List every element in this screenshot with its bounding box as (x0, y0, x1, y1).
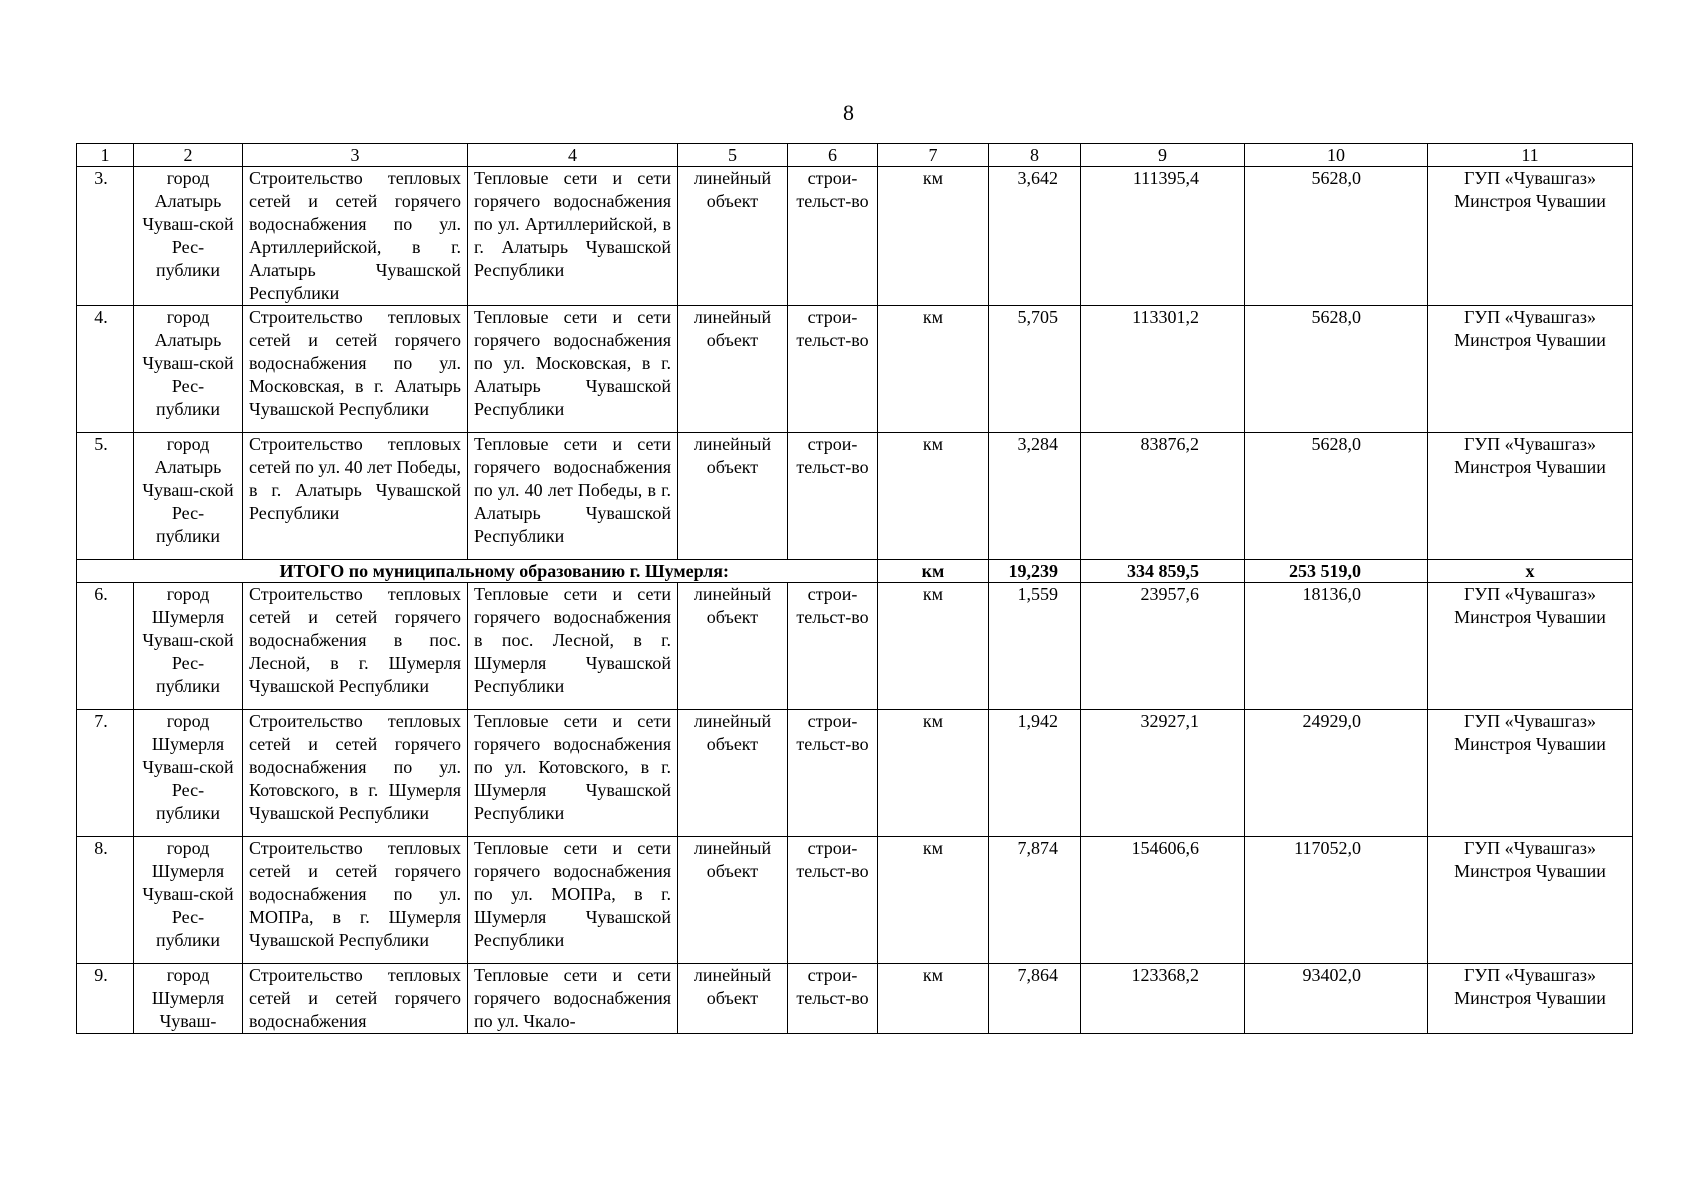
quantity-cell: 5,705 (989, 306, 1081, 433)
quantity-cell: 7,864 (989, 964, 1081, 1034)
cost-cell: 23957,6 (1081, 583, 1245, 710)
table-row (77, 837, 1633, 964)
amount-cell: 5628,0 (1245, 306, 1428, 433)
col-header: 4 (468, 144, 678, 167)
unit-cell: км (878, 710, 989, 837)
organization-cell: ГУП «Чувашгаз» Минстроя Чувашии (1428, 583, 1633, 710)
project-name-cell: Строительство тепловых сетей и сетей горячего водоснабжения в пос. Лесной, в г. Шумерля Чувашской Республики (243, 583, 468, 710)
object-cell: Тепловые сети и сети горячего водоснабжения по ул. 40 лет Победы, в г. Алатырь Чувашской Республики (468, 433, 678, 560)
amount-cell: 5628,0 (1245, 167, 1428, 306)
total-unit: км (878, 560, 989, 583)
page-number: 8 (843, 100, 854, 125)
cost-cell: 113301,2 (1081, 306, 1245, 433)
row-number: 6. (77, 583, 134, 710)
row-number: 8. (77, 837, 134, 964)
quantity-cell: 3,642 (989, 167, 1081, 306)
col-header: 9 (1081, 144, 1245, 167)
col-header: 8 (989, 144, 1081, 167)
object-type-cell: линейный объект (678, 433, 788, 560)
col-header: 5 (678, 144, 788, 167)
amount-cell: 18136,0 (1245, 583, 1428, 710)
total-cost: 334 859,5 (1081, 560, 1245, 583)
object-cell: Тепловые сети и сети горячего водоснабжения по ул. Котовского, в г. Шумерля Чувашской Республики (468, 710, 678, 837)
amount-cell: 93402,0 (1245, 964, 1428, 1034)
total-quantity: 19,239 (989, 560, 1081, 583)
total-amount: 253 519,0 (1245, 560, 1428, 583)
territory-cell: город Алатырь Чуваш-ской Рес-публики (134, 433, 243, 560)
unit-cell: км (878, 433, 989, 560)
table-row (77, 710, 1633, 837)
cost-cell: 83876,2 (1081, 433, 1245, 560)
cost-cell: 32927,1 (1081, 710, 1245, 837)
unit-cell: км (878, 306, 989, 433)
col-header: 7 (878, 144, 989, 167)
col-header: 1 (77, 144, 134, 167)
object-type-cell: линейный объект (678, 710, 788, 837)
column-number-row (77, 144, 1633, 167)
quantity-cell: 1,559 (989, 583, 1081, 710)
quantity-cell: 3,284 (989, 433, 1081, 560)
col-header: 10 (1245, 144, 1428, 167)
organization-cell: ГУП «Чувашгаз» Минстроя Чувашии (1428, 710, 1633, 837)
object-type-cell: линейный объект (678, 167, 788, 306)
cost-cell: 123368,2 (1081, 964, 1245, 1034)
cost-cell: 154606,6 (1081, 837, 1245, 964)
col-header: 11 (1428, 144, 1633, 167)
total-blank (77, 560, 134, 583)
work-kind-cell: строи-тельст-во (788, 710, 878, 837)
organization-cell: ГУП «Чувашгаз» Минстроя Чувашии (1428, 837, 1633, 964)
col-header: 3 (243, 144, 468, 167)
work-kind-cell: строи-тельст-во (788, 837, 878, 964)
row-number: 9. (77, 964, 134, 1034)
unit-cell: км (878, 167, 989, 306)
object-cell: Тепловые сети и сети горячего водоснабжения по ул. Московская, в г. Алатырь Чувашской Республики (468, 306, 678, 433)
project-name-cell: Строительство тепловых сетей и сетей горячего водоснабжения (243, 964, 468, 1034)
project-name-cell: Строительство тепловых сетей и сетей горячего водоснабжения по ул. Московская, в г. Алатырь Чувашской Республики (243, 306, 468, 433)
project-name-cell: Строительство тепловых сетей и сетей горячего водоснабжения по ул. МОПРа, в г. Шумерля Чувашской Республики (243, 837, 468, 964)
row-number: 7. (77, 710, 134, 837)
project-name-cell: Строительство тепловых сетей и сетей горячего водоснабжения по ул. Артиллерийской, в г. Алатырь Чувашской Республики (243, 167, 468, 306)
territory-cell: город Шумерля Чуваш-ской Рес-публики (134, 583, 243, 710)
object-cell: Тепловые сети и сети горячего водоснабжения по ул. Артиллерийской, в г. Алатырь Чувашской Республики (468, 167, 678, 306)
object-type-cell: линейный объект (678, 964, 788, 1034)
organization-cell: ГУП «Чувашгаз» Минстроя Чувашии (1428, 167, 1633, 306)
table-row (77, 433, 1633, 560)
territory-cell: город Шумерля Чуваш-ской Рес-публики (134, 837, 243, 964)
territory-cell: город Алатырь Чуваш-ской Рес-публики (134, 167, 243, 306)
table-row (77, 167, 1633, 306)
unit-cell: км (878, 964, 989, 1034)
col-header: 2 (134, 144, 243, 167)
total-label: ИТОГО по муниципальному образованию г. Шумерля: (134, 560, 878, 583)
object-cell: Тепловые сети и сети горячего водоснабжения по ул. МОПРа, в г. Шумерля Чувашской Республики (468, 837, 678, 964)
quantity-cell: 7,874 (989, 837, 1081, 964)
organization-cell: ГУП «Чувашгаз» Минстроя Чувашии (1428, 964, 1633, 1034)
work-kind-cell: строи-тельст-во (788, 433, 878, 560)
unit-cell: км (878, 837, 989, 964)
total-organization: х (1428, 560, 1633, 583)
quantity-cell: 1,942 (989, 710, 1081, 837)
row-number: 5. (77, 433, 134, 560)
project-name-cell: Строительство тепловых сетей и сетей горячего водоснабжения по ул. Котовского, в г. Шумерля Чувашской Республики (243, 710, 468, 837)
work-kind-cell: строи-тельст-во (788, 964, 878, 1034)
unit-cell: км (878, 583, 989, 710)
object-type-cell: линейный объект (678, 583, 788, 710)
amount-cell: 5628,0 (1245, 433, 1428, 560)
work-kind-cell: строи-тельст-во (788, 167, 878, 306)
object-type-cell: линейный объект (678, 306, 788, 433)
cost-cell: 111395,4 (1081, 167, 1245, 306)
organization-cell: ГУП «Чувашгаз» Минстроя Чувашии (1428, 433, 1633, 560)
object-type-cell: линейный объект (678, 837, 788, 964)
territory-cell: город Шумерля Чуваш-ской Рес-публики (134, 710, 243, 837)
work-kind-cell: строи-тельст-во (788, 306, 878, 433)
project-name-cell: Строительство тепловых сетей по ул. 40 лет Победы, в г. Алатырь Чувашской Республики (243, 433, 468, 560)
total-row (77, 560, 1633, 583)
table-row (77, 583, 1633, 710)
organization-cell: ГУП «Чувашгаз» Минстроя Чувашии (1428, 306, 1633, 433)
objects-table (76, 143, 1633, 1034)
row-number: 4. (77, 306, 134, 433)
work-kind-cell: строи-тельст-во (788, 583, 878, 710)
amount-cell: 24929,0 (1245, 710, 1428, 837)
object-cell: Тепловые сети и сети горячего водоснабжения в пос. Лесной, в г. Шумерля Чувашской Республики (468, 583, 678, 710)
object-cell: Тепловые сети и сети горячего водоснабжения по ул. Чкало- (468, 964, 678, 1034)
territory-cell: город Шумерля Чуваш- (134, 964, 243, 1034)
table-row (77, 964, 1633, 1034)
row-number: 3. (77, 167, 134, 306)
col-header: 6 (788, 144, 878, 167)
table-row (77, 306, 1633, 433)
territory-cell: город Алатырь Чуваш-ской Рес-публики (134, 306, 243, 433)
amount-cell: 117052,0 (1245, 837, 1428, 964)
